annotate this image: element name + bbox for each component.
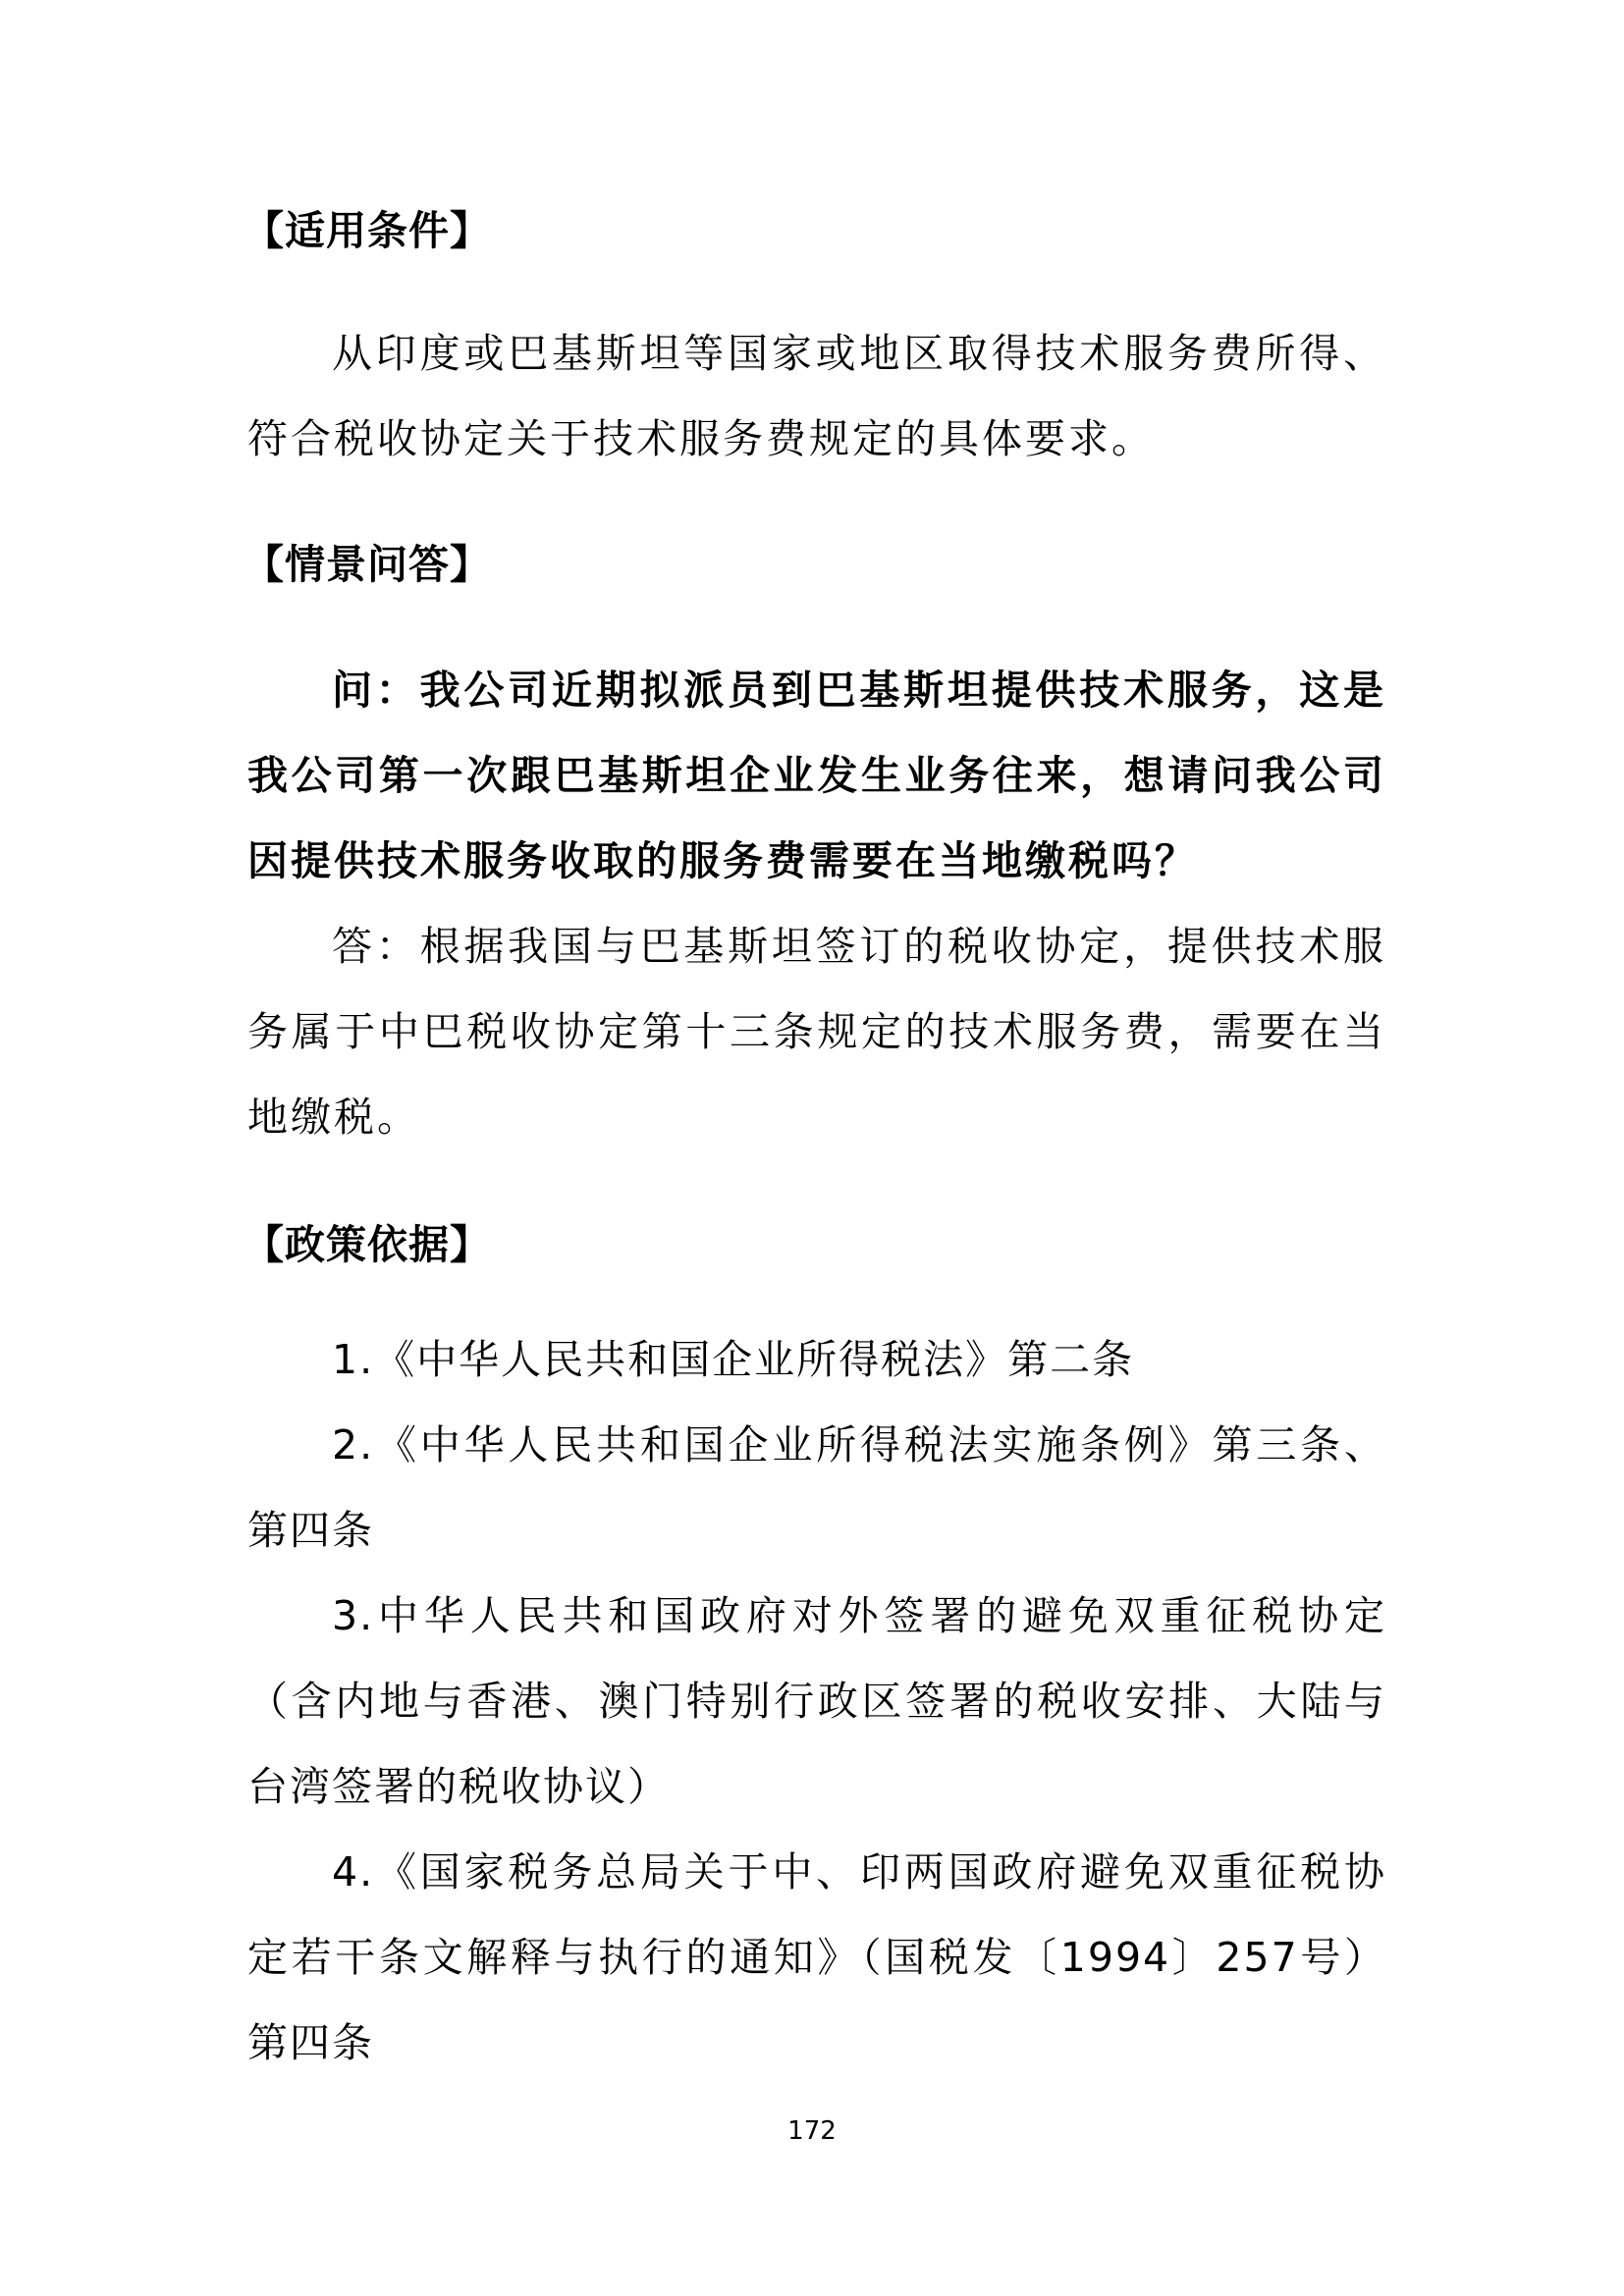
policy-basis-item: 4.《国家税务总局关于中、印两国政府避免双重征税协定若干条文解释与执行的通知》（国税发〔1994〕257号）第四条 xyxy=(247,1848,1386,2066)
policy-basis-item: 1.《中华人民共和国企业所得税法》第二条 xyxy=(332,1336,1135,1383)
section-heading-qa: 【情景问答】 xyxy=(244,541,491,588)
section-heading-conditions: 【适用条件】 xyxy=(244,207,491,254)
qa-question: 问：我公司近期拟派员到巴基斯坦提供技术服务，这是我公司第一次跟巴基斯坦企业发生业务往来，想请问我公司因提供技术服务收取的服务费需要在当地缴税吗？ xyxy=(247,667,1386,884)
conditions-paragraph: 从印度或巴基斯坦等国家或地区取得技术服务费所得、符合税收协定关于技术服务费规定的具体要求。 xyxy=(247,330,1386,462)
page-content xyxy=(244,201,1386,2086)
qa-answer: 答：根据我国与巴基斯坦签订的税收协定，提供技术服务属于中巴税收协定第十三条规定的技术服务费，需要在当地缴税。 xyxy=(247,923,1386,1141)
policy-basis-list xyxy=(247,1317,1386,2086)
page-number: 172 xyxy=(787,2116,837,2146)
section-heading-basis: 【政策依据】 xyxy=(244,1221,491,1268)
policy-basis-item: 2.《中华人民共和国企业所得税法实施条例》第三条、第四条 xyxy=(247,1421,1386,1554)
policy-basis-item: 3.中华人民共和国政府对外签署的避免双重征税协定（含内地与香港、澳门特别行政区签署的税收安排、大陆与台湾签署的税收协议） xyxy=(247,1592,1386,1810)
